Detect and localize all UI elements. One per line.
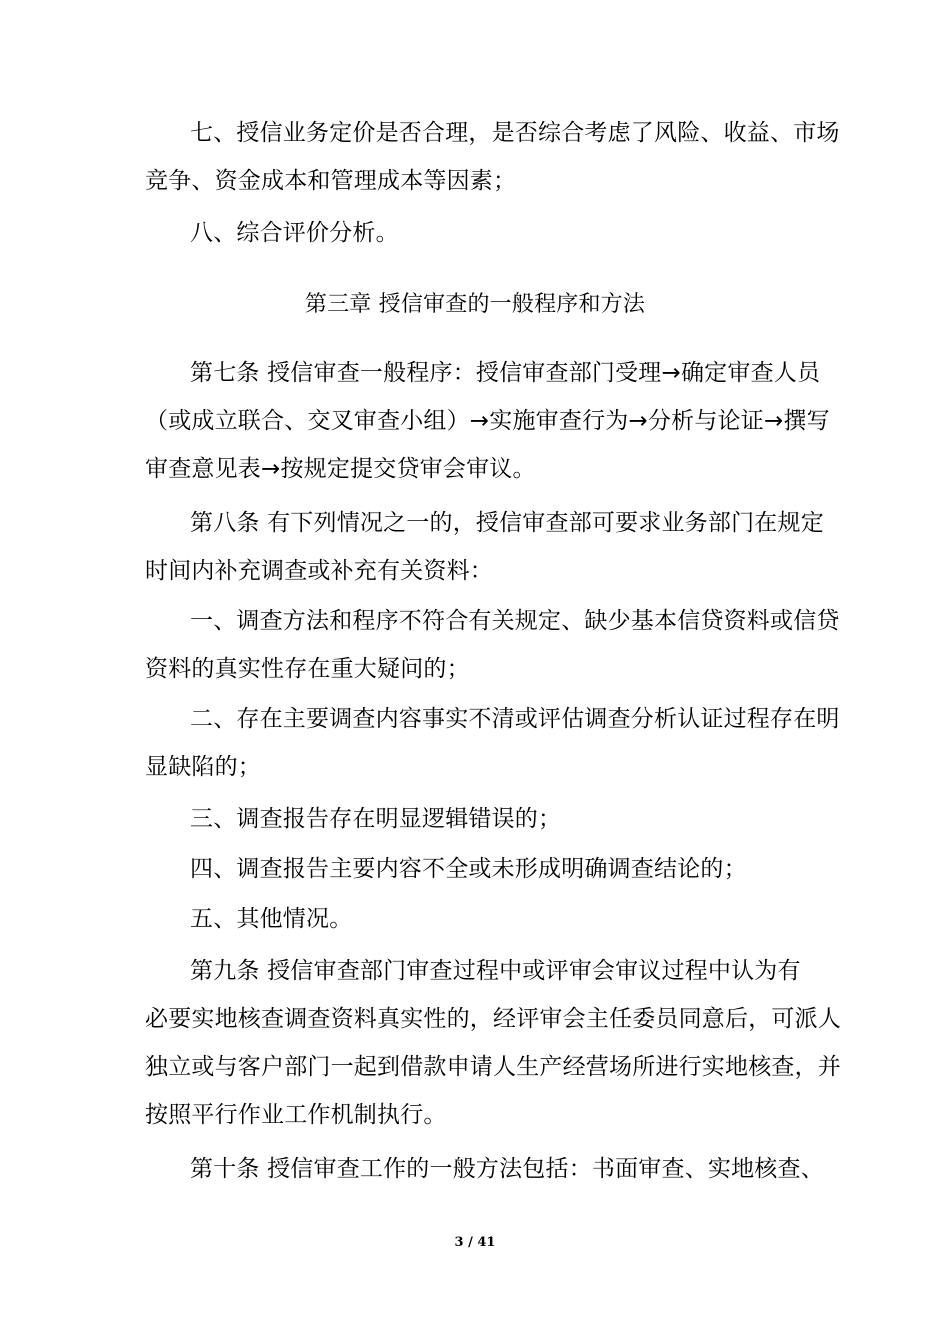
text-line: 显缺陷的； [145,754,261,780]
text-line: 第十条 授信审查工作的一般方法包括：书面审查、实地核查、 [190,1156,824,1182]
text-line: 审查意见表→按规定提交贷审会审议。 [145,456,536,482]
text-line: 第八条 有下列情况之一的，授信审查部可要求业务部门在规定 [190,510,824,536]
text-line: 一、调查方法和程序不符合有关规定、缺少基本信贷资料或信贷 [190,608,840,634]
text-line: 竞争、资金成本和管理成本等因素； [145,168,517,194]
text-line: 七、授信业务定价是否合理，是否综合考虑了风险、收益、市场 [190,120,840,146]
text-line: 三、调查报告存在明显逻辑错误的； [190,806,562,832]
chapter-heading: 第三章 授信审查的一般程序和方法 [304,292,646,317]
text-line: 四、调查报告主要内容不全或未形成明确调查结论的； [190,856,747,882]
text-line: 第九条 授信审查部门审查过程中或评审会审议过程中认为有 [190,958,801,984]
text-line: 资料的真实性存在重大疑问的； [145,656,470,682]
text-line: 必要实地核查调查资料真实性的，经评审会主任委员同意后，可派人 [145,1006,841,1032]
text-line: （或成立联合、交叉审查小组）→实施审查行为→分析与论证→撰写 [145,408,830,434]
text-line: 八、综合评价分析。 [190,220,399,246]
text-line: 独立或与客户部门一起到借款申请人生产经营场所进行实地核查，并 [145,1054,841,1080]
text-line: 五、其他情况。 [190,906,353,932]
page-number: 3 / 41 [454,1235,496,1250]
text-line: 第七条 授信审查一般程序：授信审查部门受理→确定审查人员 [190,360,821,386]
text-line: 时间内补充调查或补充有关资料： [145,558,493,584]
text-line: 二、存在主要调查内容事实不清或评估调查分析认证过程存在明 [190,706,840,732]
text-line: 按照平行作业工作机制执行。 [145,1102,447,1128]
